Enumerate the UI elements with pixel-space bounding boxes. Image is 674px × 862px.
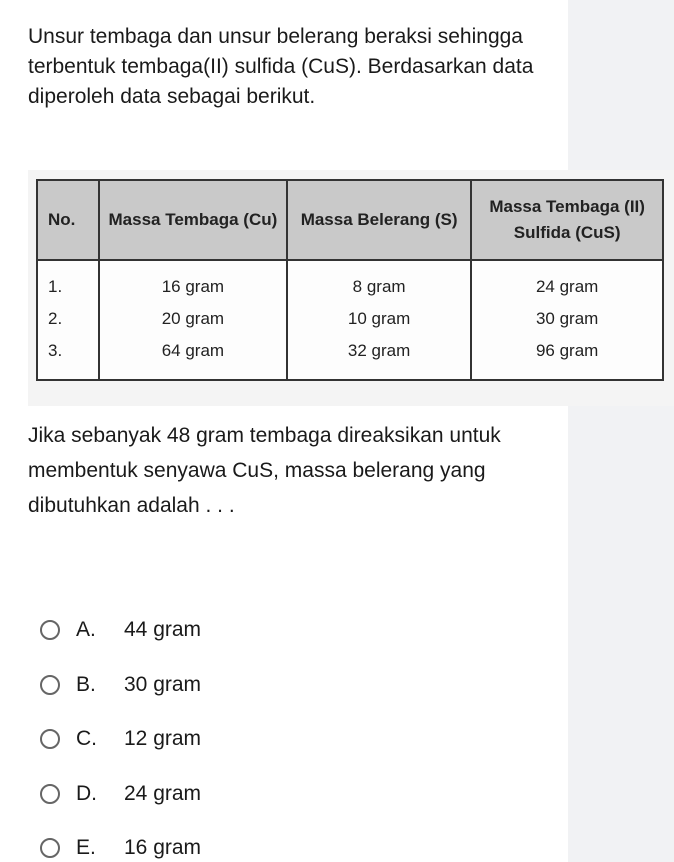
option-letter: A. [76,618,96,642]
option-b[interactable] [40,658,540,713]
option-e[interactable] [40,821,540,862]
radio-button-icon[interactable] [40,784,60,804]
data-table-image [28,170,674,406]
data-table [36,179,664,381]
option-letter: D. [76,781,97,805]
question-intro: Unsur tembaga dan unsur belerang beraksi sehingga terbentuk tembaga(II) sulfida (CuS). Berdasarkan data diperoleh data sebagai berikut. [28,25,534,108]
cell-cu: 16 gram [99,260,287,303]
radio-button-icon[interactable] [40,838,60,858]
cell-cus: 24 gram [471,260,663,303]
radio-button-icon[interactable] [40,675,60,695]
cell-s: 10 gram [287,303,471,335]
option-letter: E. [76,836,96,860]
table-row [37,260,663,303]
question-body: Jika sebanyak 48 gram tembaga direaksikan untuk membentuk senyawa CuS, massa belerang yang dibutuhkan adalah . . . [28,424,501,517]
cell-no: 3. [37,335,99,380]
table-header-row [37,180,663,260]
header-massa-tembaga: Massa Tembaga (Cu) [99,180,287,260]
cell-s: 32 gram [287,335,471,380]
cell-cus: 30 gram [471,303,663,335]
cell-no: 1. [37,260,99,303]
option-d[interactable] [40,767,540,822]
option-letter: B. [76,672,96,696]
cell-cus: 96 gram [471,335,663,380]
side-panel [568,0,674,862]
option-text: 24 gram [124,781,202,805]
answer-options [40,603,540,862]
radio-button-icon[interactable] [40,620,60,640]
table-row [37,335,663,380]
cell-no: 2. [37,303,99,335]
header-massa-belerang: Massa Belerang (S) [287,180,471,260]
cell-s: 8 gram [287,260,471,303]
radio-button-icon[interactable] [40,729,60,749]
option-c[interactable] [40,712,540,767]
option-text: 30 gram [124,672,202,696]
option-letter: C. [76,727,97,751]
header-massa-tembaga-sulfida: Massa Tembaga (II) Sulfida (CuS) [471,180,663,260]
option-text: 44 gram [124,618,202,642]
table-row [37,303,663,335]
option-text: 16 gram [124,836,202,860]
cell-cu: 64 gram [99,335,287,380]
header-no: No. [37,180,99,260]
option-text: 12 gram [124,727,202,751]
option-a[interactable] [40,603,540,658]
cell-cu: 20 gram [99,303,287,335]
